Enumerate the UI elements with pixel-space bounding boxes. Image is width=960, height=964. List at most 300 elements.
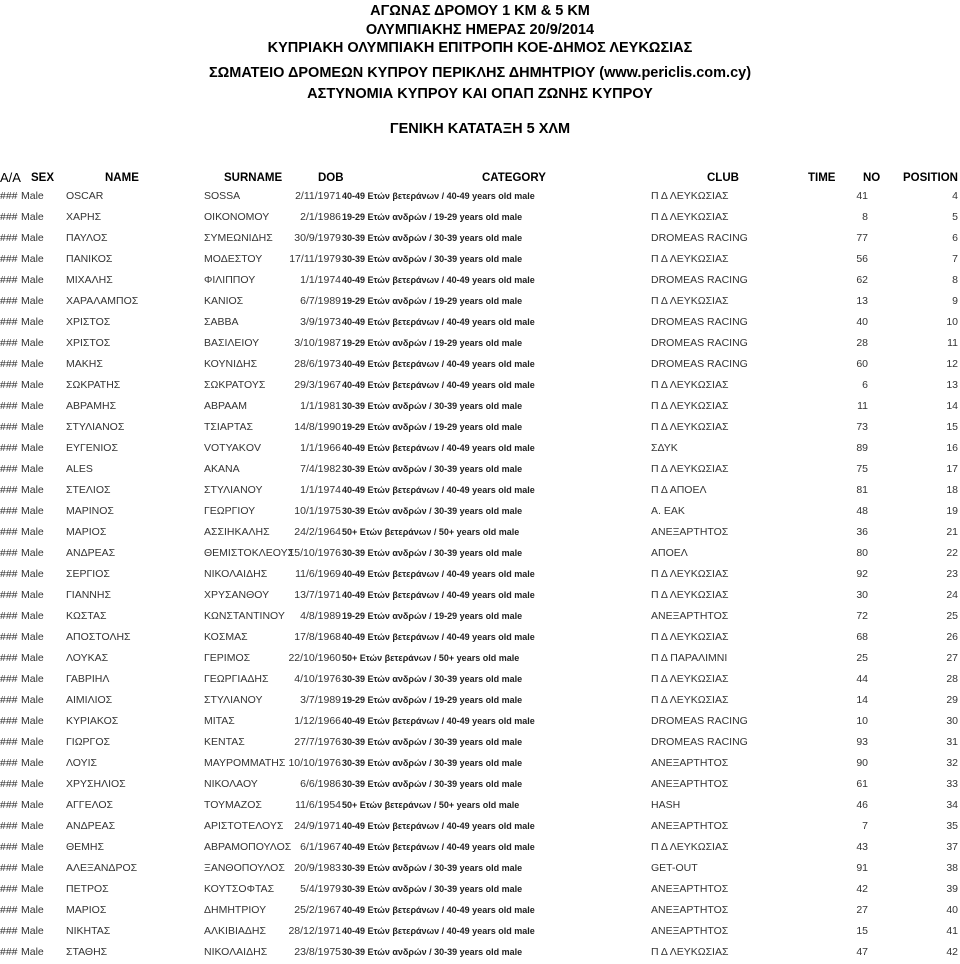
cell-position: 40	[946, 904, 958, 916]
cell-sex: Male	[21, 610, 44, 622]
cell-surname: ΚΕΝΤΑΣ	[204, 736, 245, 748]
cell-no: 47	[856, 946, 868, 958]
cell-club: Π Δ ΛΕΥΚΩΣΙΑΣ	[651, 946, 729, 958]
cell-no: 89	[856, 442, 868, 454]
cell-club: ΑΝΕΞΑΡΤΗΤΟΣ	[651, 778, 729, 790]
cell-surname: ΑΣΣΙΗΚΑΛΗΣ	[204, 526, 270, 538]
cell-sex: Male	[21, 547, 44, 559]
cell-category: 40-49 Ετών βετεράνων / 40-49 years old male	[342, 443, 535, 453]
cell-sex: Male	[21, 841, 44, 853]
cell-no: 48	[856, 505, 868, 517]
title-date: ΟΛΥΜΠΙΑΚΗΣ ΗΜΕΡΑΣ 20/9/2014	[365, 22, 595, 38]
cell-aa: ###	[0, 589, 18, 601]
cell-position: 8	[952, 274, 958, 286]
cell-dob: 4/10/1976	[294, 673, 341, 685]
cell-name: ΧΡΙΣΤΟΣ	[66, 337, 111, 349]
cell-name: ΛΟΥΙΣ	[66, 757, 98, 769]
cell-name: ΠΑΥΛΟΣ	[66, 232, 108, 244]
cell-sex: Male	[21, 778, 44, 790]
cell-club: Π Δ ΛΕΥΚΩΣΙΑΣ	[651, 463, 729, 475]
cell-surname: ΣΑΒΒΑ	[204, 316, 239, 328]
cell-surname: ΜΙΤΑΣ	[204, 715, 235, 727]
cell-sex: Male	[21, 799, 44, 811]
results-table	[0, 187, 960, 964]
cell-dob: 24/9/1971	[294, 820, 341, 832]
cell-position: 32	[946, 757, 958, 769]
cell-no: 30	[856, 589, 868, 601]
cell-sex: Male	[21, 295, 44, 307]
cell-sex: Male	[21, 925, 44, 937]
cell-surname: ΚΩΝΣΤΑΝΤΙΝΟΥ	[204, 610, 285, 622]
title-event: ΑΓΩΝΑΣ ΔΡΟΜΟΥ 1 ΚΜ & 5 ΚΜ	[370, 3, 590, 19]
cell-dob: 6/1/1967	[300, 841, 341, 853]
table-row	[0, 670, 960, 691]
cell-surname: ΣΤΥΛΙΑΝΟΥ	[204, 484, 263, 496]
cell-category: 30-39 Ετών ανδρών / 30-39 years old male	[342, 464, 523, 474]
table-row	[0, 691, 960, 712]
cell-category: 40-49 Ετών βετεράνων / 40-49 years old male	[342, 842, 535, 852]
cell-aa: ###	[0, 946, 18, 958]
cell-dob: 3/7/1989	[300, 694, 341, 706]
cell-category: 19-29 Ετών ανδρών / 19-29 years old male	[342, 695, 523, 705]
cell-aa: ###	[0, 211, 18, 223]
table-row	[0, 712, 960, 733]
cell-dob: 14/8/1990	[294, 421, 341, 433]
cell-category: 40-49 Ετών βετεράνων / 40-49 years old male	[342, 380, 535, 390]
cell-club: DROMEAS RACING	[651, 316, 748, 328]
cell-position: 37	[946, 841, 958, 853]
cell-aa: ###	[0, 421, 18, 433]
cell-aa: ###	[0, 337, 18, 349]
cell-position: 15	[946, 421, 958, 433]
cell-position: 26	[946, 631, 958, 643]
cell-club: Π Δ ΛΕΥΚΩΣΙΑΣ	[651, 841, 729, 853]
cell-name: ΧΡΙΣΤΟΣ	[66, 316, 111, 328]
cell-sex: Male	[21, 631, 44, 643]
table-row	[0, 271, 960, 292]
cell-position: 7	[952, 253, 958, 265]
cell-club: Π Δ ΛΕΥΚΩΣΙΑΣ	[651, 379, 729, 391]
cell-no: 62	[856, 274, 868, 286]
cell-category: 19-29 Ετών ανδρών / 19-29 years old male	[342, 296, 523, 306]
cell-dob: 23/8/1975	[294, 946, 341, 958]
cell-sex: Male	[21, 442, 44, 454]
col-category: CATEGORY	[482, 172, 546, 184]
cell-no: 41	[856, 190, 868, 202]
cell-aa: ###	[0, 316, 18, 328]
cell-category: 40-49 Ετών βετεράνων / 40-49 years old male	[342, 359, 535, 369]
cell-club: DROMEAS RACING	[651, 715, 748, 727]
cell-surname: ΦΙΛΙΠΠΟΥ	[204, 274, 256, 286]
cell-surname: ΣΤΥΛΙΑΝΟΥ	[204, 694, 263, 706]
cell-dob: 1/1/1974	[300, 274, 341, 286]
cell-sex: Male	[21, 757, 44, 769]
cell-dob: 25/2/1967	[294, 904, 341, 916]
cell-category: 40-49 Ετών βετεράνων / 40-49 years old male	[342, 632, 535, 642]
cell-position: 4	[952, 190, 958, 202]
cell-position: 24	[946, 589, 958, 601]
cell-no: 80	[856, 547, 868, 559]
cell-sex: Male	[21, 400, 44, 412]
cell-category: 50+ Ετών βετεράνων / 50+ years old male	[342, 653, 520, 663]
table-row	[0, 208, 960, 229]
cell-aa: ###	[0, 631, 18, 643]
cell-surname: ΑΒΡΑΑΜ	[204, 400, 247, 412]
cell-sex: Male	[21, 484, 44, 496]
cell-surname: ΚΟΣΜΑΣ	[204, 631, 248, 643]
cell-dob: 13/7/1971	[294, 589, 341, 601]
cell-dob: 24/2/1964	[294, 526, 341, 538]
cell-name: ΚΩΣΤΑΣ	[66, 610, 107, 622]
cell-sex: Male	[21, 589, 44, 601]
cell-dob: 28/12/1971	[288, 925, 341, 937]
cell-surname: ΤΣΙΑΡΤΑΣ	[204, 421, 253, 433]
cell-surname: VOTYAKOV	[204, 442, 261, 454]
cell-aa: ###	[0, 757, 18, 769]
title-organizer: ΚΥΠΡΙΑΚΗ ΟΛΥΜΠΙΑΚΗ ΕΠΙΤΡΟΠΗ ΚΟΕ-ΔΗΜΟΣ ΛΕΥΚΩΣΙΑΣ	[267, 40, 693, 56]
col-sex: SEX	[31, 172, 55, 184]
table-row	[0, 376, 960, 397]
cell-club: Π Δ ΛΕΥΚΩΣΙΑΣ	[651, 190, 729, 202]
cell-surname: ΟΙΚΟΝΟΜΟΥ	[204, 211, 270, 223]
cell-position: 13	[946, 379, 958, 391]
cell-name: ΣΩΚΡΑΤΗΣ	[66, 379, 121, 391]
cell-position: 18	[946, 484, 958, 496]
cell-sex: Male	[21, 652, 44, 664]
cell-surname: ΣΥΜΕΩΝΙΔΗΣ	[204, 232, 273, 244]
cell-aa: ###	[0, 778, 18, 790]
table-row	[0, 628, 960, 649]
cell-club: Π Δ ΠΑΡΑΛΙΜΝΙ	[651, 652, 728, 664]
table-row	[0, 754, 960, 775]
cell-aa: ###	[0, 883, 18, 895]
cell-category: 40-49 Ετών βετεράνων / 40-49 years old male	[342, 485, 535, 495]
table-row	[0, 397, 960, 418]
cell-no: 61	[856, 778, 868, 790]
table-row	[0, 565, 960, 586]
cell-aa: ###	[0, 253, 18, 265]
cell-club: ΑΝΕΞΑΡΤΗΤΟΣ	[651, 610, 729, 622]
cell-dob: 11/6/1969	[295, 568, 341, 580]
cell-category: 40-49 Ετών βετεράνων / 40-49 years old male	[342, 716, 535, 726]
col-no: NO	[863, 172, 881, 184]
cell-no: 28	[856, 337, 868, 349]
cell-position: 12	[946, 358, 958, 370]
cell-dob: 11/6/1954	[295, 799, 341, 811]
cell-sex: Male	[21, 463, 44, 475]
cell-dob: 17/11/1979	[289, 253, 341, 265]
cell-no: 56	[856, 253, 868, 265]
col-aa: A/A	[0, 170, 21, 185]
table-row	[0, 922, 960, 943]
cell-no: 40	[856, 316, 868, 328]
cell-position: 42	[946, 946, 958, 958]
cell-dob: 30/9/1979	[294, 232, 341, 244]
cell-no: 8	[862, 211, 868, 223]
cell-name: ΠΑΝΙΚΟΣ	[66, 253, 113, 265]
cell-club: ΑΝΕΞΑΡΤΗΤΟΣ	[651, 883, 729, 895]
cell-dob: 1/1/1974	[300, 484, 341, 496]
cell-no: 46	[856, 799, 868, 811]
cell-name: ΛΟΥΚΑΣ	[66, 652, 109, 664]
cell-dob: 29/3/1967	[294, 379, 341, 391]
cell-club: ΑΠΟΕΛ	[651, 547, 688, 559]
cell-position: 30	[946, 715, 958, 727]
cell-category: 30-39 Ετών ανδρών / 30-39 years old male	[342, 233, 523, 243]
cell-no: 7	[862, 820, 868, 832]
cell-category: 50+ Ετών βετεράνων / 50+ years old male	[342, 800, 520, 810]
cell-sex: Male	[21, 337, 44, 349]
cell-category: 40-49 Ετών βετεράνων / 40-49 years old male	[342, 821, 535, 831]
cell-club: HASH	[651, 799, 681, 811]
cell-name: ALES	[66, 463, 93, 475]
cell-no: 92	[856, 568, 868, 580]
cell-name: ΝΙΚΗΤΑΣ	[66, 925, 111, 937]
cell-dob: 7/4/1982	[300, 463, 341, 475]
cell-sex: Male	[21, 673, 44, 685]
cell-sex: Male	[21, 253, 44, 265]
cell-aa: ###	[0, 568, 18, 580]
cell-name: ΑΓΓΕΛΟΣ	[66, 799, 114, 811]
col-name: NAME	[105, 172, 139, 184]
cell-category: 40-49 Ετών βετεράνων / 40-49 years old male	[342, 590, 535, 600]
table-row	[0, 733, 960, 754]
cell-name: ΣΤΑΘΗΣ	[66, 946, 108, 958]
cell-name: ΕΥΓΕΝΙΟΣ	[66, 442, 118, 454]
cell-surname: ΔΗΜΗΤΡΙΟΥ	[204, 904, 267, 916]
table-row	[0, 418, 960, 439]
table-row	[0, 901, 960, 922]
cell-sex: Male	[21, 379, 44, 391]
cell-aa: ###	[0, 463, 18, 475]
cell-category: 40-49 Ετών βετεράνων / 40-49 years old male	[342, 275, 535, 285]
col-dob: DOB	[318, 172, 344, 184]
cell-sex: Male	[21, 274, 44, 286]
cell-club: Π Δ ΛΕΥΚΩΣΙΑΣ	[651, 631, 729, 643]
cell-surname: ΜΑΥΡΟΜΜΑΤΗΣ	[204, 757, 286, 769]
cell-no: 68	[856, 631, 868, 643]
cell-dob: 1/12/1966	[294, 715, 341, 727]
cell-name: ΚΥΡΙΑΚΟΣ	[66, 715, 119, 727]
cell-surname: ΝΙΚΟΛΑΙΔΗΣ	[204, 568, 268, 580]
cell-sex: Male	[21, 232, 44, 244]
table-row	[0, 292, 960, 313]
col-time: TIME	[808, 172, 836, 184]
cell-name: ΑΛΕΞΑΝΔΡΟΣ	[66, 862, 138, 874]
table-row	[0, 796, 960, 817]
cell-no: 11	[857, 400, 868, 412]
cell-position: 35	[946, 820, 958, 832]
cell-sex: Male	[21, 862, 44, 874]
cell-surname: ΘΕΜΙΣΤΟΚΛΕΟΥΣ	[204, 547, 295, 559]
cell-aa: ###	[0, 904, 18, 916]
cell-category: 40-49 Ετών βετεράνων / 40-49 years old male	[342, 191, 535, 201]
cell-no: 15	[856, 925, 868, 937]
cell-sex: Male	[21, 715, 44, 727]
table-row	[0, 187, 960, 208]
cell-surname: ΚΟΥΝΙΔΗΣ	[204, 358, 258, 370]
cell-sex: Male	[21, 568, 44, 580]
cell-aa: ###	[0, 232, 18, 244]
cell-club: Π Δ ΛΕΥΚΩΣΙΑΣ	[651, 694, 729, 706]
cell-aa: ###	[0, 736, 18, 748]
cell-club: Α. ΕΑΚ	[651, 505, 685, 517]
cell-name: ΧΑΡΗΣ	[66, 211, 102, 223]
cell-category: 19-29 Ετών ανδρών / 19-29 years old male	[342, 212, 523, 222]
cell-category: 30-39 Ετών ανδρών / 30-39 years old male	[342, 863, 523, 873]
cell-dob: 10/1/1975	[294, 505, 341, 517]
cell-dob: 5/4/1979	[300, 883, 341, 895]
cell-name: ΧΡΥΣΗΛΙΟΣ	[66, 778, 126, 790]
cell-name: ΣΕΡΓΙΟΣ	[66, 568, 110, 580]
cell-no: 90	[856, 757, 868, 769]
cell-sex: Male	[21, 736, 44, 748]
cell-surname: ΤΟΥΜΑΖΟΣ	[204, 799, 262, 811]
cell-category: 30-39 Ετών ανδρών / 30-39 years old male	[342, 758, 523, 768]
cell-aa: ###	[0, 694, 18, 706]
table-row	[0, 838, 960, 859]
cell-name: ΘΕΜΗΣ	[66, 841, 104, 853]
cell-name: ΜΑΡΙΟΣ	[66, 904, 107, 916]
cell-no: 42	[856, 883, 868, 895]
title-sponsors: ΑΣΤΥΝΟΜΙΑ ΚΥΠΡΟΥ ΚΑΙ ΟΠΑΠ ΖΩΝΗΣ ΚΥΠΡΟΥ	[307, 86, 653, 102]
cell-name: ΜΑΡΙΟΣ	[66, 526, 107, 538]
cell-position: 29	[946, 694, 958, 706]
cell-club: Π Δ ΛΕΥΚΩΣΙΑΣ	[651, 589, 729, 601]
cell-sex: Male	[21, 190, 44, 202]
cell-dob: 6/6/1986	[300, 778, 341, 790]
cell-name: ΣΤΥΛΙΑΝΟΣ	[66, 421, 125, 433]
cell-surname: ΚΑΝΙΟΣ	[204, 295, 244, 307]
cell-dob: 4/8/1989	[300, 610, 341, 622]
cell-surname: ΓΕΩΡΓΙΑΔΗΣ	[204, 673, 269, 685]
cell-club: ΑΝΕΞΑΡΤΗΤΟΣ	[651, 904, 729, 916]
cell-dob: 20/9/1983	[294, 862, 341, 874]
cell-no: 72	[856, 610, 868, 622]
cell-club: Π Δ ΛΕΥΚΩΣΙΑΣ	[651, 568, 729, 580]
cell-aa: ###	[0, 652, 18, 664]
cell-name: ΓΙΩΡΓΟΣ	[66, 736, 110, 748]
cell-name: ΜΙΧΑΛΗΣ	[66, 274, 113, 286]
cell-aa: ###	[0, 442, 18, 454]
table-row	[0, 607, 960, 628]
cell-position: 22	[946, 547, 958, 559]
cell-position: 14	[946, 400, 958, 412]
cell-no: 77	[856, 232, 868, 244]
cell-club: ΑΝΕΞΑΡΤΗΤΟΣ	[651, 526, 729, 538]
cell-position: 28	[946, 673, 958, 685]
cell-sex: Male	[21, 904, 44, 916]
table-row	[0, 502, 960, 523]
cell-club: GET-OUT	[651, 862, 698, 874]
col-surname: SURNAME	[224, 172, 283, 184]
cell-aa: ###	[0, 799, 18, 811]
cell-no: 93	[856, 736, 868, 748]
cell-aa: ###	[0, 484, 18, 496]
cell-no: 91	[856, 862, 868, 874]
cell-club: DROMEAS RACING	[651, 232, 748, 244]
cell-name: ΓΑΒΡΙΗΛ	[66, 673, 110, 685]
cell-name: ΑΝΔΡΕΑΣ	[66, 547, 116, 559]
cell-name: ΠΕΤΡΟΣ	[66, 883, 109, 895]
cell-name: ΧΑΡΑΛΑΜΠΟΣ	[66, 295, 139, 307]
cell-surname: AKANA	[204, 463, 240, 475]
cell-category: 40-49 Ετών βετεράνων / 40-49 years old male	[342, 905, 535, 915]
cell-aa: ###	[0, 715, 18, 727]
cell-surname: ΣΩΚΡΑΤΟΥΣ	[204, 379, 266, 391]
cell-no: 60	[856, 358, 868, 370]
cell-name: ΑΠΟΣΤΟΛΗΣ	[66, 631, 131, 643]
table-row	[0, 439, 960, 460]
table-row	[0, 250, 960, 271]
table-row	[0, 229, 960, 250]
cell-club: Π Δ ΛΕΥΚΩΣΙΑΣ	[651, 295, 729, 307]
cell-aa: ###	[0, 862, 18, 874]
cell-no: 73	[856, 421, 868, 433]
cell-category: 50+ Ετών βετεράνων / 50+ years old male	[342, 527, 520, 537]
cell-category: 30-39 Ετών ανδρών / 30-39 years old male	[342, 674, 523, 684]
cell-position: 27	[946, 652, 958, 664]
cell-club: Π Δ ΛΕΥΚΩΣΙΑΣ	[651, 421, 729, 433]
table-row	[0, 460, 960, 481]
cell-aa: ###	[0, 505, 18, 517]
cell-name: ΑΒΡΑΜΗΣ	[66, 400, 117, 412]
cell-position: 10	[946, 316, 958, 328]
cell-category: 30-39 Ετών ανδρών / 30-39 years old male	[342, 947, 523, 957]
table-row	[0, 523, 960, 544]
col-position: POSITION	[903, 172, 958, 184]
cell-sex: Male	[21, 694, 44, 706]
cell-position: 33	[946, 778, 958, 790]
cell-sex: Male	[21, 211, 44, 223]
cell-position: 5	[952, 211, 958, 223]
cell-category: 30-39 Ετών ανδρών / 30-39 years old male	[342, 779, 523, 789]
cell-category: 40-49 Ετών βετεράνων / 40-49 years old male	[342, 317, 535, 327]
cell-position: 39	[946, 883, 958, 895]
cell-dob: 2/1/1986	[300, 211, 341, 223]
cell-category: 40-49 Ετών βετεράνων / 40-49 years old male	[342, 569, 535, 579]
cell-club: Π Δ ΛΕΥΚΩΣΙΑΣ	[651, 673, 729, 685]
cell-no: 25	[856, 652, 868, 664]
title-ranking: ΓΕΝΙΚΗ ΚΑΤΑΤΑΞΗ 5 ΧΛΜ	[389, 121, 571, 137]
cell-dob: 2/11/1971	[295, 190, 341, 202]
table-row	[0, 943, 960, 964]
cell-surname: ΧΡΥΣΑΝΘΟΥ	[204, 589, 270, 601]
cell-name: ΣΤΕΛΙΟΣ	[66, 484, 111, 496]
table-row	[0, 313, 960, 334]
cell-club: DROMEAS RACING	[651, 358, 748, 370]
cell-sex: Male	[21, 820, 44, 832]
table-row	[0, 544, 960, 565]
cell-category: 19-29 Ετών ανδρών / 19-29 years old male	[342, 422, 523, 432]
cell-surname: ΓΕΡΙΜΟΣ	[204, 652, 251, 664]
cell-aa: ###	[0, 925, 18, 937]
cell-aa: ###	[0, 274, 18, 286]
table-row	[0, 859, 960, 880]
title-club: ΣΩΜΑΤΕΙΟ ΔΡΟΜΕΩΝ ΚΥΠΡΟΥ ΠΕΡΙΚΛΗΣ ΔΗΜΗΤΡΙΟΥ (www.periclis.com.cy)	[208, 65, 752, 81]
cell-category: 30-39 Ετών ανδρών / 30-39 years old male	[342, 401, 523, 411]
table-row	[0, 481, 960, 502]
cell-dob: 6/7/1989	[300, 295, 341, 307]
cell-surname: ΝΙΚΟΛΑΟΥ	[204, 778, 258, 790]
table-row	[0, 649, 960, 670]
cell-name: ΓΙΑΝΝΗΣ	[66, 589, 111, 601]
cell-aa: ###	[0, 820, 18, 832]
cell-position: 11	[947, 337, 958, 349]
cell-surname: ΜΟΔΕΣΤΟΥ	[204, 253, 263, 265]
cell-category: 30-39 Ετών ανδρών / 30-39 years old male	[342, 506, 523, 516]
cell-no: 10	[856, 715, 868, 727]
